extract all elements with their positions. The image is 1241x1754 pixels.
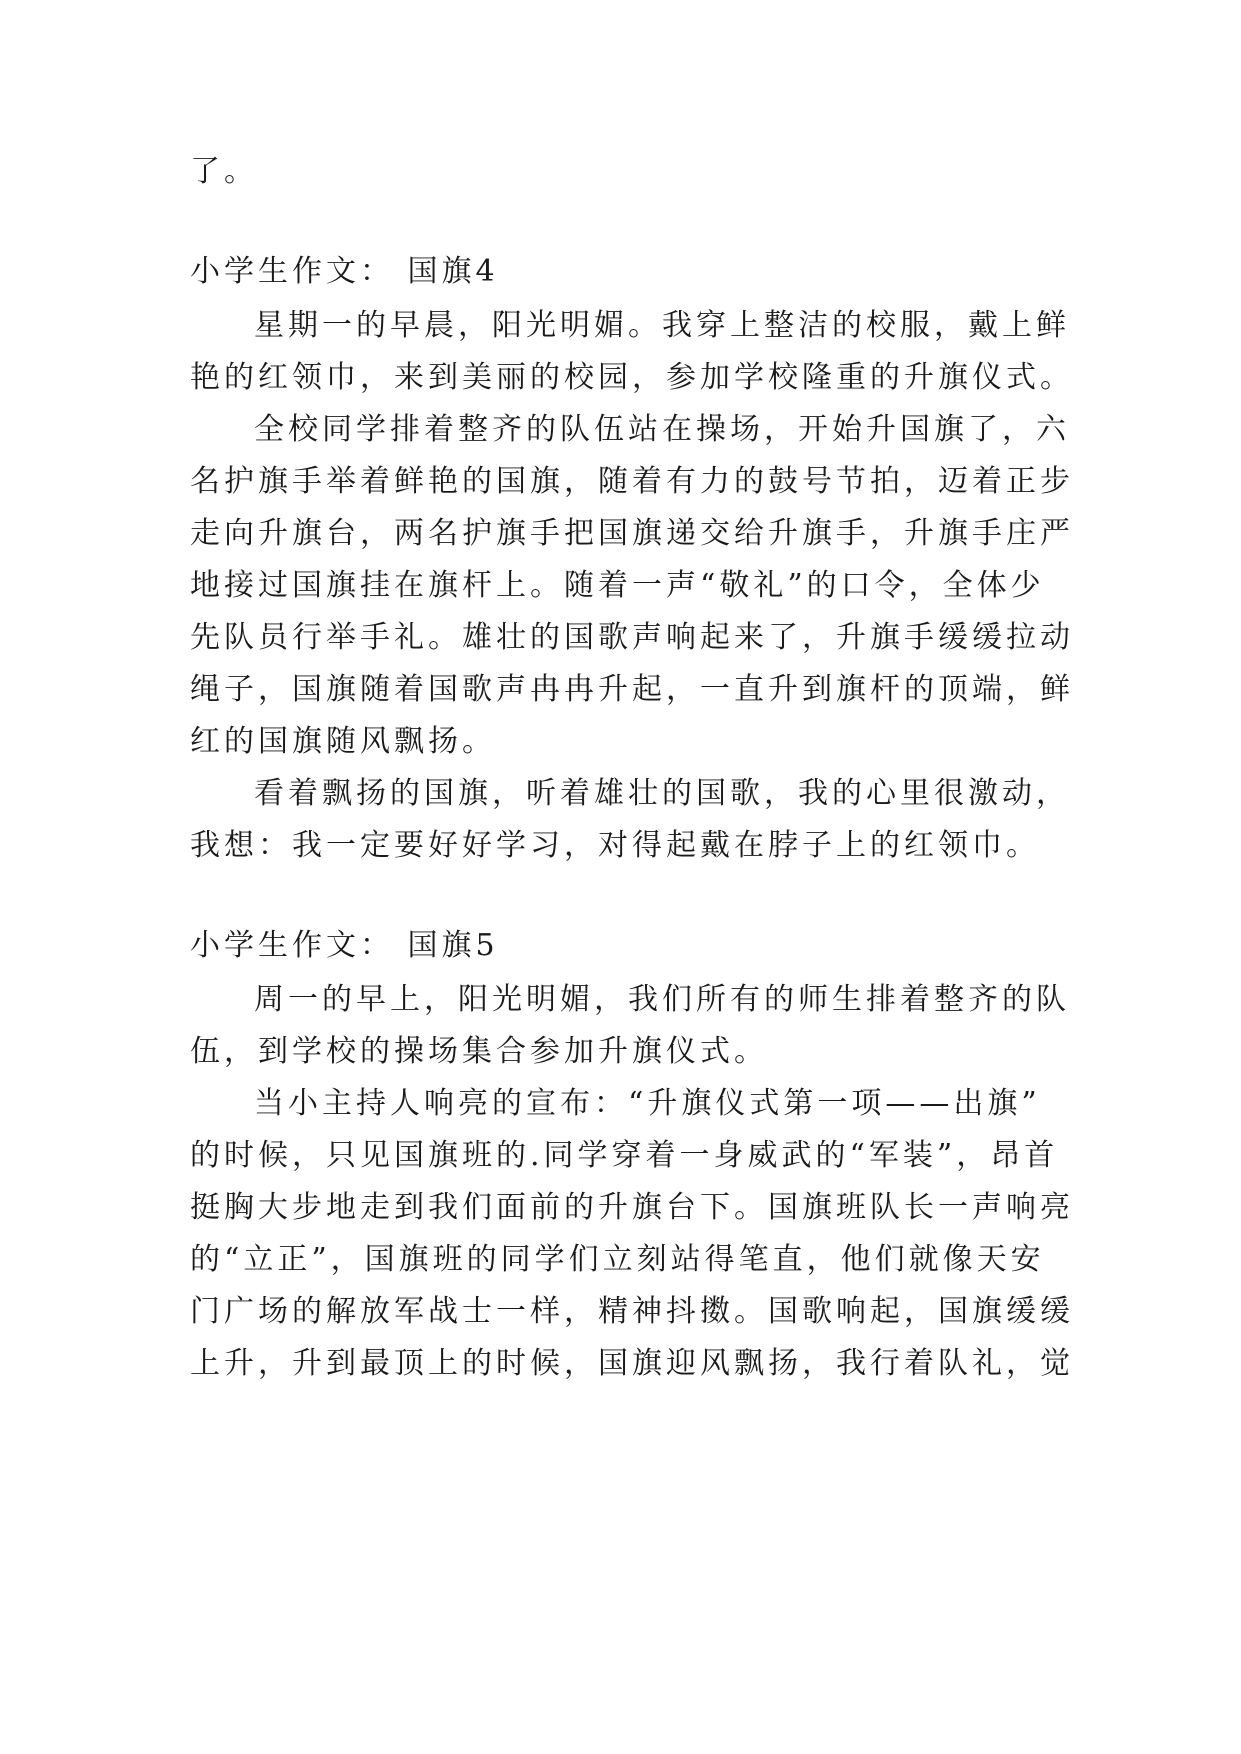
text-line: 门广场的解放军战士一样，精神抖擞。国歌响起，国旗缓缓 xyxy=(190,1294,1074,1329)
essay-heading: 小学生作文： 国旗4 xyxy=(190,254,499,289)
text-line: 地接过国旗挂在旗杆上。随着一声“敬礼”的口令，全体少 xyxy=(190,568,1045,603)
text-line: 了。 xyxy=(190,154,258,189)
essay-heading: 小学生作文： 国旗5 xyxy=(190,928,499,963)
text-line: 的“立正”，国旗班的同学们立刻站得笔直，他们就像天安 xyxy=(190,1242,1045,1277)
text-line: 星期一的早晨，阳光明媚。我穿上整洁的校服，戴上鲜 xyxy=(254,308,1070,343)
text-line: 当小主持人响亮的宣布：“升旗仪式第一项——出旗” xyxy=(254,1086,1041,1121)
text-line: 走向升旗台，两名护旗手把国旗递交给升旗手，升旗手庄严 xyxy=(190,516,1074,551)
text-line: 红的国旗随风飘扬。 xyxy=(190,724,496,759)
text-line: 绳子，国旗随着国歌声冉冉升起，一直升到旗杆的顶端，鲜 xyxy=(190,672,1074,707)
text-line: 艳的红领巾，来到美丽的校园，参加学校隆重的升旗仪式。 xyxy=(190,360,1074,395)
text-line: 全校同学排着整齐的队伍站在操场，开始升国旗了，六 xyxy=(254,412,1070,447)
text-line: 看着飘扬的国旗，听着雄壮的国歌，我的心里很激动， xyxy=(254,776,1070,811)
text-line: 上升，升到最顶上的时候，国旗迎风飘扬，我行着队礼，觉 xyxy=(190,1346,1074,1381)
text-line: 挺胸大步地走到我们面前的升旗台下。国旗班队长一声响亮 xyxy=(190,1190,1074,1225)
text-line: 周一的早上，阳光明媚，我们所有的师生排着整齐的队 xyxy=(254,982,1070,1017)
text-line: 伍，到学校的操场集合参加升旗仪式。 xyxy=(190,1034,768,1069)
text-line: 我想：我一定要好好学习，对得起戴在脖子上的红领巾。 xyxy=(190,828,1040,863)
text-line: 先队员行举手礼。雄壮的国歌声响起来了，升旗手缓缓拉动 xyxy=(190,620,1074,655)
text-line: 的时候，只见国旗班的.同学穿着一身威武的“军装”，昂首 xyxy=(190,1138,1059,1173)
text-line: 名护旗手举着鲜艳的国旗，随着有力的鼓号节拍，迈着正步 xyxy=(190,464,1074,499)
